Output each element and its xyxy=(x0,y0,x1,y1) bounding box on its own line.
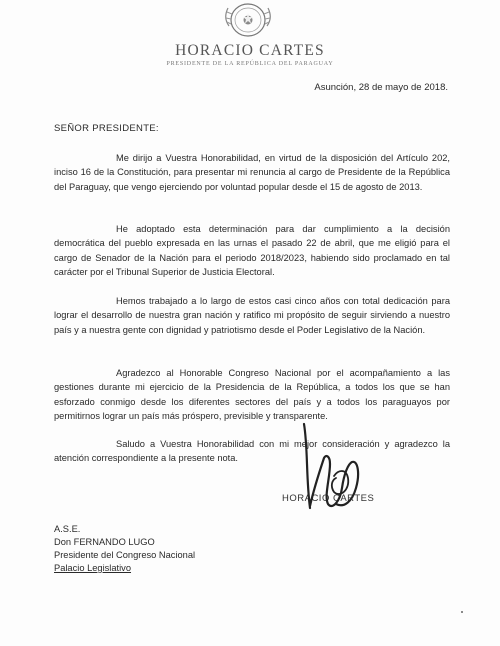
signature-icon xyxy=(290,418,370,514)
body-paragraph: Saludo a Vuestra Honorabilidad con mi mejor consideración y agradezco la atención correspondiente a la presente nota. xyxy=(54,439,450,464)
addressee-location: Palacio Legislativo xyxy=(54,563,132,573)
letter-date: Asunción, 28 de mayo de 2018. xyxy=(314,82,448,93)
letterhead-name: HORACIO CARTES xyxy=(175,42,325,59)
letterhead-subtitle: PRESIDENTE DE LA REPÚBLICA DEL PARAGUAY xyxy=(166,61,334,67)
addressee-honorific: A.S.E. xyxy=(54,524,81,534)
salutation: SEÑOR PRESIDENTE: xyxy=(54,123,159,134)
national-seal-icon xyxy=(219,2,277,38)
page-mark xyxy=(461,611,463,613)
addressee-title: Presidente del Congreso Nacional xyxy=(54,550,196,560)
body-paragraph: Me dirijo a Vuestra Honorabilidad, en virtud de la disposición del Artículo 202, inciso 16 de la Constitución, para presentar mi renuncia al cargo de Presidente de la República del Paraguay, que vengo ejerciendo por voluntad popular desde el 15 de agosto de 2013. xyxy=(54,153,450,192)
body-paragraph: Agradezco al Honorable Congreso Nacional por el acompañamiento a las gestiones durante mi ejercicio de la Presidencia de la República, a todos los que se han esforzado conmigo desde los diferentes sectores del país y a todos los paraguayos por permitirnos lograr un país más próspero, previsible y transparente. xyxy=(54,368,450,422)
addressee-name: Don FERNANDO LUGO xyxy=(54,537,155,547)
body-paragraph: He adoptado esta determinación para dar cumplimiento a la decisión democrática del pueblo expresada en las urnas el pasado 22 de abril, que me eligió para el cargo de Senador de la Nación para el periodo 2018/2023, habiendo sido proclamado en tal carácter por el Tribunal Superior de Justicia Electoral. xyxy=(54,224,450,278)
signer-name: HORACIO CARTES xyxy=(282,493,375,504)
body-paragraph: Hemos trabajado a lo largo de estos casi cinco años con total dedicación para lograr el desarrollo de nuestra gran nación y ratifico mi propósito de seguir sirviendo a nuestro país y a nuestra gente con dignidad y patriotismo desde el Poder Legislativo de la Nación. xyxy=(54,296,450,335)
